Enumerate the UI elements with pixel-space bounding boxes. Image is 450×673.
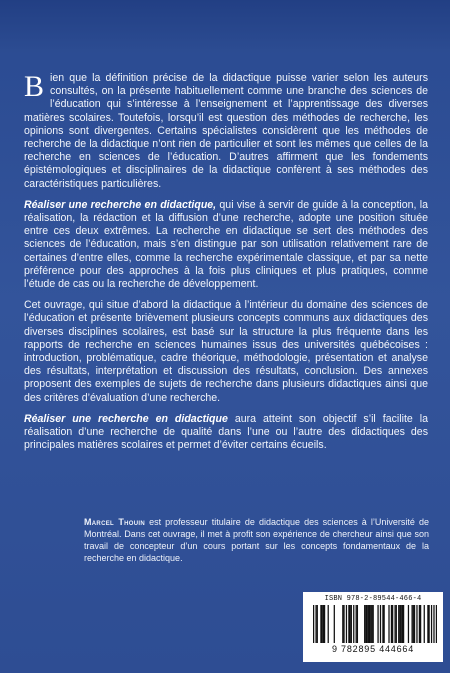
- barcode-bar: [373, 605, 374, 643]
- barcode-bar: [401, 605, 402, 643]
- barcode-bar: [399, 605, 400, 643]
- paragraph-objective: [24, 413, 428, 453]
- barcode-bar: [369, 605, 370, 643]
- barcode-bar: [424, 605, 425, 643]
- barcode-bar: [328, 605, 329, 643]
- barcode-bar: [334, 605, 335, 643]
- barcode-bar: [356, 605, 357, 643]
- barcode-bar: [365, 605, 366, 643]
- barcode-bar: [396, 605, 397, 643]
- author-bio: [84, 516, 429, 564]
- barcode-bar: [433, 605, 434, 643]
- barcode-bar: [436, 605, 437, 643]
- paragraph-intro: [24, 72, 428, 191]
- isbn-barcode-box: [303, 592, 443, 662]
- barcode-bar: [428, 605, 429, 643]
- barcode-bar: [371, 605, 372, 643]
- barcode-bar: [414, 605, 415, 643]
- barcode-bar: [384, 605, 385, 643]
- barcode-bar: [402, 605, 403, 643]
- barcode-bar: [377, 605, 378, 643]
- barcode-bar: [413, 605, 414, 643]
- barcode-bar: [357, 605, 358, 643]
- top-band: [0, 0, 450, 52]
- book-title-inline: Réaliser une recherche en didactique,: [24, 198, 217, 211]
- barcode-bar: [346, 605, 347, 643]
- paragraph-objective-text: aura atteint son objectif s’il facilite la réalisation d’une recherche de qualité dans l’une ou l’autre des didactiques des principales matières scolaires et permet d’éviter certains écueils.: [24, 412, 428, 452]
- barcode-bar: [398, 605, 399, 643]
- barcode-bar: [391, 605, 392, 643]
- barcode-bar: [394, 605, 395, 643]
- barcode-bar: [431, 605, 432, 643]
- barcode-bar: [315, 605, 316, 643]
- author-bio-text: est professeur titulaire de didactique des sciences à l’Université de Montréal. Dans cet ouvrage, il met à profit son expérience de chercheur ainsi que son travail de concepteur d’un cours portant sur les concepts fondamentaux de la recherche en didactique.: [84, 517, 429, 563]
- barcode-bar: [411, 605, 412, 643]
- barcode-bar: [420, 605, 421, 643]
- barcode-bar: [348, 605, 349, 643]
- barcode-bar: [320, 605, 321, 643]
- barcode-bar: [353, 605, 354, 643]
- barcode-bar: [382, 605, 383, 643]
- paragraph-approach: [24, 199, 428, 291]
- barcode-bar: [419, 605, 420, 643]
- barcode-bar: [380, 605, 381, 643]
- paragraph-intro-text: ien que la définition précise de la didactique puisse varier selon les auteurs consultés, on la présente habituellement comme une branche des sciences de l’éducation qui s’intéresse à l’enseignement et l’apprentissage des diverses matières scolaires. Toutefois, lorsqu’il est question des méthodes de recherche, les opinions sont divergentes. Certains spécialistes considèrent que les méthodes de recherche de la didactique n’ont rien de particulier et sont les mêmes que celles de la recherche en sciences de l’éducation. D’autres affirment que les fondements épistémologiques et disciplinaires de la didactique confèrent à ses méthodes des caractéristiques particulières.: [24, 72, 428, 190]
- author-name: Marcel Thouin: [84, 517, 145, 527]
- isbn-label: ISBN 978-2-89544-466-4: [324, 595, 422, 603]
- barcode-bar: [342, 605, 343, 643]
- drop-cap: B: [24, 70, 45, 103]
- barcode-bar: [343, 605, 344, 643]
- back-cover-text: [24, 72, 428, 460]
- book-title-inline-2: Réaliser une recherche en didactique: [24, 412, 228, 425]
- paragraph-approach-text: qui vise à servir de guide à la conception, la réalisation, la rédaction et la diffusion d’une recherche, adopte une position située entre ces deux extrêmes. La recherche en didactique se sert des méthodes des sciences de l’éducation, mais s’en distingue par son utilisation relativement rare de certaines d’entre elles, comme la recherche expérimentale classique, et par sa nette préférence pour des approches à la fois plus cliniques et plus pratiques, comme l’étude de cas ou la recherche de développement.: [24, 198, 428, 291]
- barcode-bar: [427, 605, 428, 643]
- barcode-bar: [324, 605, 325, 643]
- barcode-bar: [349, 605, 350, 643]
- barcode-bar: [370, 605, 371, 643]
- barcode-bar: [364, 605, 365, 643]
- barcode-bar: [388, 605, 389, 643]
- barcode-bar: [323, 605, 324, 643]
- barcode-bar: [368, 605, 369, 643]
- barcode-bar: [403, 605, 404, 643]
- barcode-digits: 9 782895 444664: [331, 644, 415, 654]
- barcode-bar: [416, 605, 417, 643]
- barcode-bar: [351, 605, 352, 643]
- barcode-bar: [317, 605, 318, 643]
- barcode-bar: [313, 605, 314, 643]
- barcode-bar: [392, 605, 393, 643]
- paragraph-structure: Cet ouvrage, qui situe d’abord la didactique à l’intérieur du domaine des sciences de l’éducation et présente brièvement plusieurs concepts communs aux didactiques des diverses disciplines scolaires, est basé sur la structure la plus fréquente dans les rapports de recherche en sciences humaines issus des universités québécoises : introduction, problématique, cadre théorique, méthodologie, présentation et analyse des résultats, interprétation et discussion des résultats, conclusion. Des annexes proposent des exemples de sujets de recherche dans plusieurs didactiques ainsi que des critères d’évaluation d’une recherche.: [24, 299, 428, 404]
- barcode-bar: [322, 605, 323, 643]
- barcode-bar: [366, 605, 367, 643]
- barcode-graphic: [313, 605, 437, 643]
- barcode-bar: [408, 605, 409, 643]
